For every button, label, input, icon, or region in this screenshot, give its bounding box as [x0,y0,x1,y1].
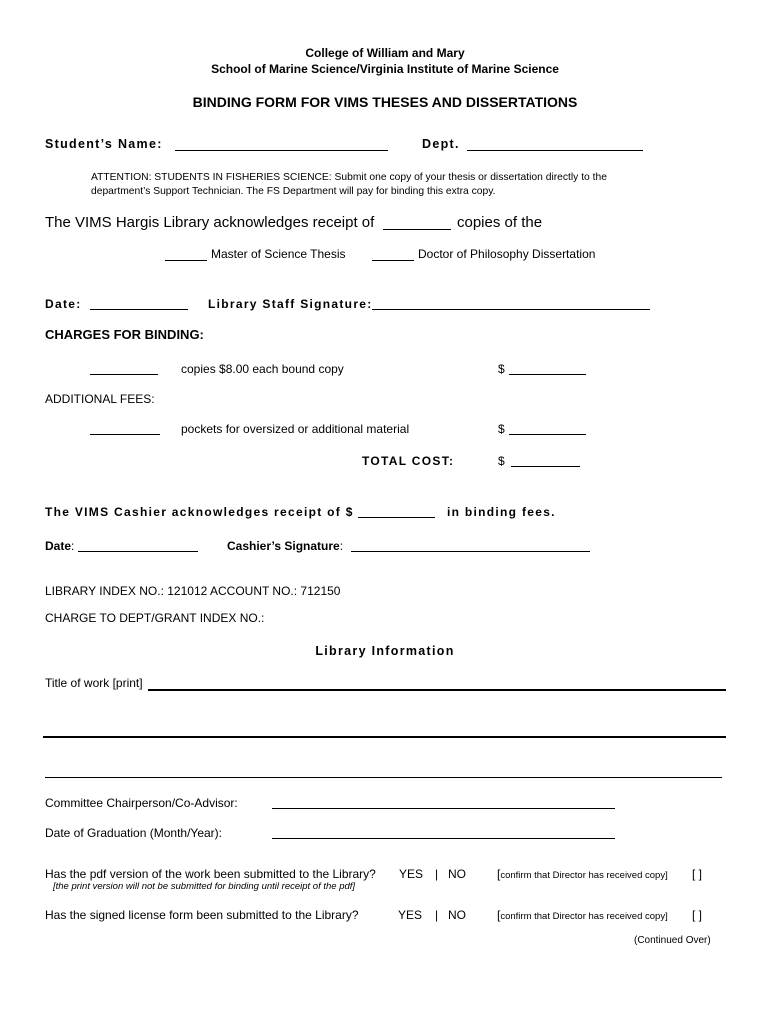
cashier-signature-colon: : [339,539,344,553]
student-name-label: Student’s Name: [45,137,163,151]
title-of-work-line-3[interactable] [45,777,722,778]
copies-dollar-sign: $ [498,362,505,376]
header-school: School of Marine Science/Virginia Institute of Marine Science [211,62,559,76]
total-cost-label: TOTAL COST: [362,454,455,468]
form-title: BINDING FORM FOR VIMS THESES AND DISSERTATIONS [192,94,578,110]
cashier-date-colon: : [71,539,75,553]
cashier-amount-field[interactable] [358,517,435,518]
pdf-no-option[interactable]: NO [448,867,466,881]
ms-thesis-label: Master of Science Thesis [211,247,346,261]
pockets-dollar-sign: $ [498,422,505,436]
license-confirm-bracket: [ [497,908,501,922]
attention-line-1: ATTENTION: STUDENTS IN FISHERIES SCIENCE: Submit one copy of your thesis or dissertation directly to the [91,172,607,183]
pdf-note: [the print version will not be submitted for binding until receipt of the pdf] [53,881,356,892]
cashier-receipt-suffix: in binding fees. [447,505,556,519]
library-index-account: LIBRARY INDEX NO.: 121012 ACCOUNT NO.: 712150 [45,584,341,598]
charge-index-label: CHARGE TO DEPT/GRANT INDEX NO.: [45,611,265,625]
ms-thesis-field[interactable] [165,260,207,261]
title-of-work-field[interactable] [148,689,726,691]
library-date-label: Date: [45,297,82,311]
copies-amount-field[interactable] [509,374,586,375]
pdf-question: Has the pdf version of the work been submitted to the Library? [45,867,376,881]
cashier-date-label-wrap [45,539,74,553]
additional-fees-label: ADDITIONAL FEES: [45,392,155,406]
copies-price-label: copies $8.00 each bound copy [181,362,344,376]
cashier-signature-label-wrap [227,539,343,553]
license-confirm-checkbox[interactable]: [ ] [692,908,703,922]
pdf-yes-option[interactable]: YES [399,867,424,881]
copies-count-field[interactable] [383,229,451,230]
pockets-amount-field[interactable] [509,434,586,435]
cashier-receipt-prefix: The VIMS Cashier acknowledges receipt of $ [45,505,354,519]
title-of-work-label: Title of work [print] [45,676,143,690]
total-cost-field[interactable] [511,466,580,467]
library-signature-label: Library Staff Signature: [208,297,373,311]
pdf-separator: | [435,867,439,881]
license-confirm-label: confirm that Director has received copy] [500,911,668,922]
copies-field[interactable] [90,374,158,375]
continued-over: (Continued Over) [634,935,711,946]
receipt-suffix: copies of the [457,214,543,231]
title-of-work-line-2[interactable] [43,736,726,738]
receipt-prefix: The VIMS Hargis Library acknowledges receipt of [45,214,375,231]
library-date-field[interactable] [90,309,188,310]
charges-heading: CHARGES FOR BINDING: [45,327,204,342]
license-question: Has the signed license form been submitted to the Library? [45,908,359,922]
pockets-field[interactable] [90,434,160,435]
license-confirm-text [497,908,668,922]
license-yes-option[interactable]: YES [398,908,423,922]
pdf-confirm-checkbox[interactable]: [ ] [692,867,703,881]
header-institution: College of William and Mary [305,46,465,60]
cashier-date-field[interactable] [78,551,198,552]
attention-line-2: department’s Support Technician. The FS Department will pay for binding this extra copy. [91,186,496,197]
graduation-date-label: Date of Graduation (Month/Year): [45,826,222,840]
pockets-label: pockets for oversized or additional material [181,422,410,436]
phd-dissertation-field[interactable] [372,260,414,261]
graduation-date-field[interactable] [272,838,615,839]
phd-dissertation-label: Doctor of Philosophy Dissertation [418,247,596,261]
pdf-confirm-text [497,867,668,881]
pdf-confirm-label: confirm that Director has received copy] [500,870,668,881]
student-name-field[interactable] [175,150,388,151]
license-no-option[interactable]: NO [448,908,466,922]
dept-label: Dept. [422,137,460,151]
license-separator: | [435,908,439,922]
library-info-heading: Library Information [315,644,455,658]
library-signature-field[interactable] [372,309,650,310]
cashier-signature-label: Cashier’s Signature [227,539,340,553]
cashier-date-label: Date [45,539,72,553]
committee-chair-label: Committee Chairperson/Co-Advisor: [45,796,238,810]
dept-field[interactable] [467,150,643,151]
cashier-signature-field[interactable] [351,551,590,552]
total-dollar-sign: $ [498,454,505,468]
committee-chair-field[interactable] [272,808,615,809]
pdf-confirm-bracket: [ [497,867,501,881]
